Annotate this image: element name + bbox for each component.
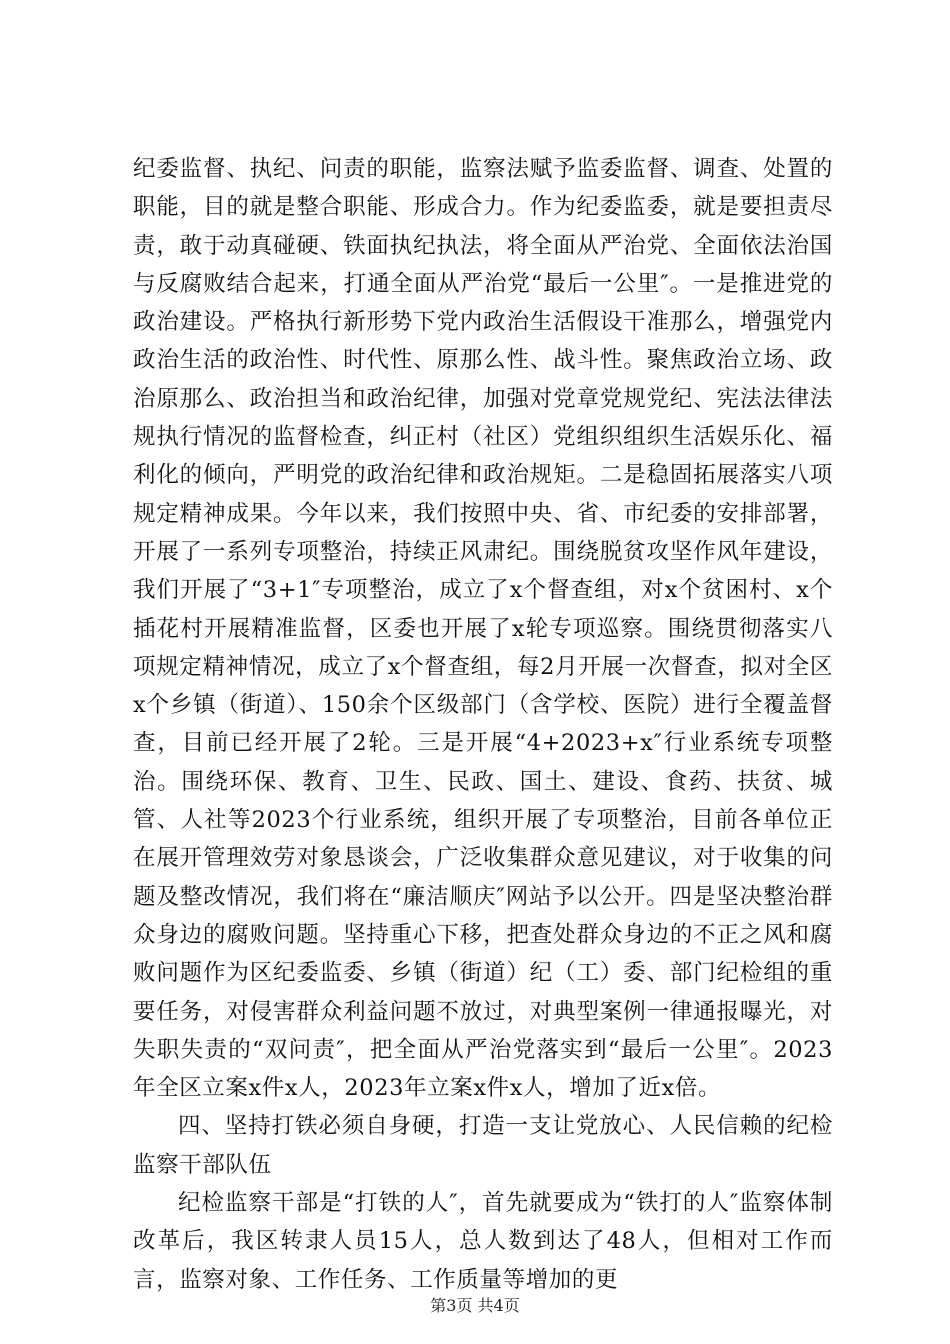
page-footer: 第3页 共4页 (430, 1296, 520, 1315)
body-paragraph: 纪检监察干部是“打铁的人″，首先就要成为“铁打的人″监察体制改革后，我区转隶人员15人，总人数到达了48人，但相对工作而言，监察对象、工作任务、工作质量等增加的更 (133, 1190, 833, 1293)
document-body (133, 150, 833, 1299)
section-heading: 四、坚持打铁必须自身硬，打造一支让党放心、人民信赖的纪检监察干部队伍 (133, 1113, 833, 1178)
body-paragraph: 纪委监督、执纪、问责的职能，监察法赋予监委监督、调查、处置的职能，目的就是整合职能、形成合力。作为纪委监委，就是要担责尽责，敢于动真碰硬、铁面执纪执法，将全面从严治党、全面依法治国与反腐败结合起来，打通全面从严治党“最后一公里″。一是推进党的政治建设。严格执行新形势下党内政治生活假设干准那么，增强党内政治生活的政治性、时代性、原那么性、战斗性。聚焦政治立场、政治原那么、政治担当和政治纪律，加强对党章党规党纪、宪法法律法规执行情况的监督检查，纠正村（社区）党组织组织生活娱乐化、福利化的倾向，严明党的政治纪律和政治规矩。二是稳固拓展落实八项规定精神成果。今年以来，我们按照中央、省、市纪委的安排部署，开展了一系列专项整治，持续正风肃纪。围绕脱贫攻坚作风年建设，我们开展了“3+1″专项整治，成立了x个督查组，对x个贫困村、x个插花村开展精准监督，区委也开展了x轮专项巡察。围绕贯彻落实八项规定精神情况，成立了x个督查组，每2月开展一次督查，拟对全区x个乡镇（街道）、150余个区级部门（含学校、医院）进行全覆盖督查，目前已经开展了2轮。三是开展“4+2023+x″行业系统专项整治。围绕环保、教育、卫生、民政、国土、建设、食药、扶贫、城管、人社等2023个行业系统，组织开展了专项整治，目前各单位正在展开管理效劳对象恳谈会，广泛收集群众意见建议，对于收集的问题及整改情况，我们将在“廉洁顺庆″网站予以公开。四是坚决整治群众身边的腐败问题。坚持重心下移，把查处群众身边的不正之风和腐败问题作为区纪委监委、乡镇（街道）纪（工）委、部门纪检组的重要任务，对侵害群众利益问题不放过，对典型案例一律通报曝光，对失职失责的“双问责″，把全面从严治党落实到“最后一公里″。2023年全区立案x件x人，2023年立案x件x人，增加了近x倍。 (133, 156, 833, 1102)
